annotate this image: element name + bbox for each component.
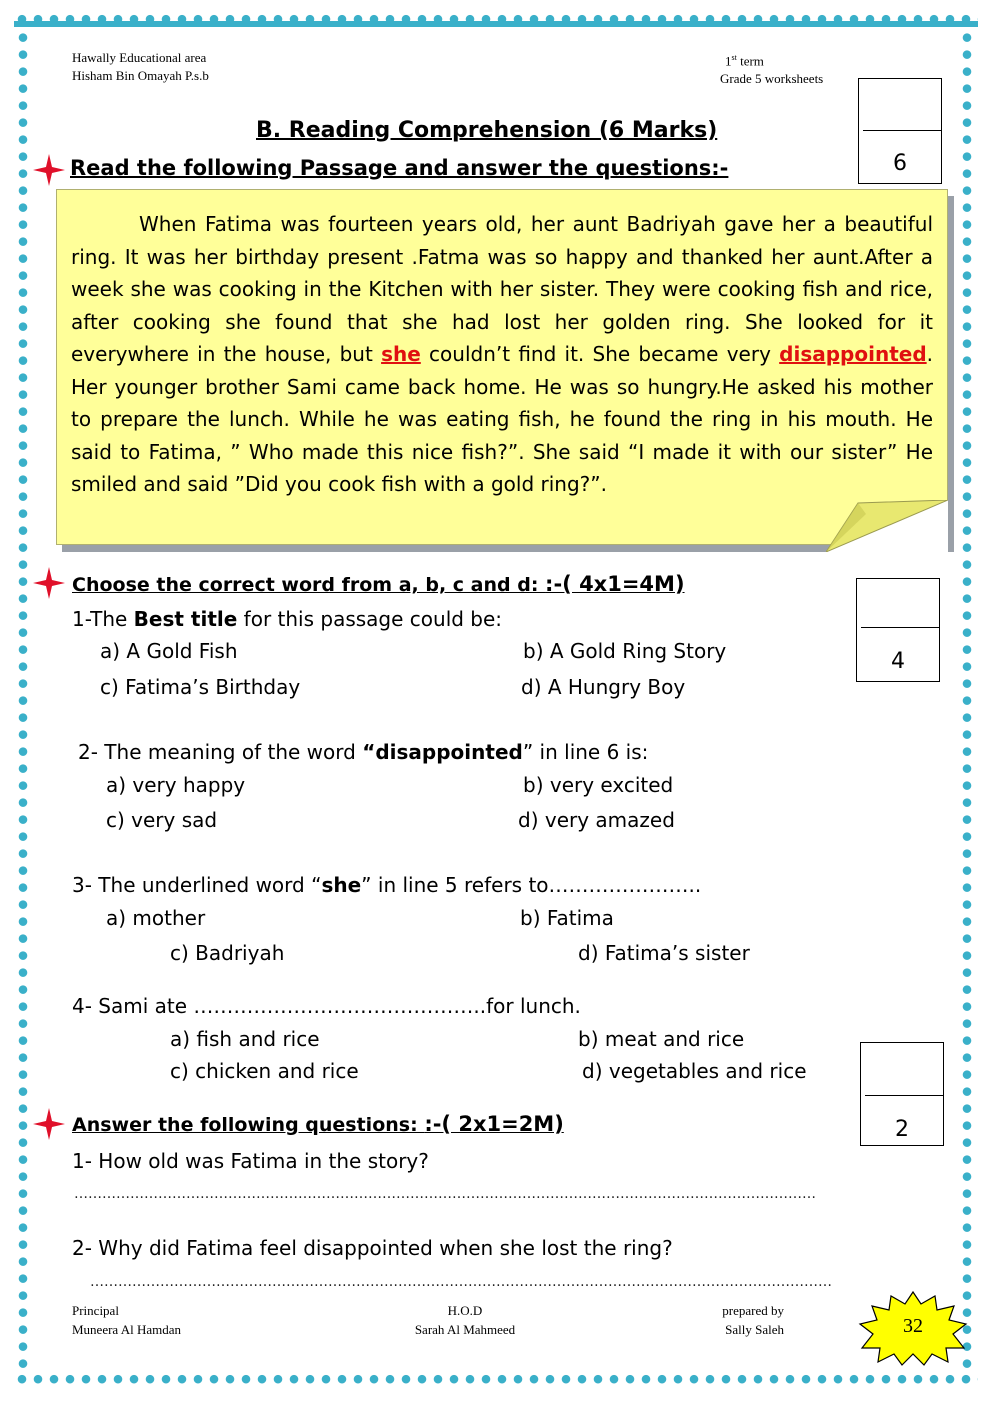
hod-label: H.O.D: [447, 1303, 483, 1318]
question-3-pre: 3- The underlined word “: [72, 873, 322, 897]
header-right: [720, 49, 860, 88]
q2-option-d[interactable]: d) very amazed: [518, 808, 675, 832]
question-1-post: for this passage could be:: [237, 607, 503, 631]
answer-line-2[interactable]: ……………………………………………………………………………………………………………………………………………: [90, 1274, 832, 1290]
mark-divider: [865, 1095, 943, 1096]
footer-prepared: [700, 1301, 784, 1339]
hod-name: Sarah Al Mahmeed: [414, 1322, 516, 1337]
q2-option-a[interactable]: a) very happy: [106, 773, 246, 797]
question-3-bold: she: [321, 873, 362, 897]
q4-option-d[interactable]: d) vegetables and rice: [582, 1059, 807, 1083]
question-1: [72, 606, 502, 632]
term-number: 1: [725, 53, 732, 69]
star-bullet-icon: [32, 1107, 66, 1141]
q3-option-b[interactable]: b) Fatima: [520, 906, 614, 930]
q3-option-d[interactable]: d) Fatima’s sister: [578, 941, 750, 965]
prepared-name: Sally Saleh: [725, 1322, 784, 1337]
passage-text-part1: When Fatima was fourteen years old, her aunt Badriyah gave her a beautiful ring. It was her birthday present .Fatma was so happy and thanked her aunt.After a week she was cooking in the Kitchen with her sister. They were cooking fish and rice, after cooking she found that she had lost her golden ring. She looked for it everywhere in the house, but: [71, 212, 933, 366]
q4-option-b[interactable]: b) meat and rice: [578, 1027, 745, 1051]
footer-hod: [398, 1301, 532, 1339]
prepared-label: prepared by: [722, 1303, 784, 1318]
choose-heading-text: Choose the correct word from a, b, c and d:: [72, 574, 546, 596]
q3-option-c[interactable]: c) Badriyah: [170, 941, 285, 965]
term-label: [720, 49, 860, 70]
answer-mark-value: 2: [895, 1117, 909, 1142]
question-3-post: ” in line 5 refers to…………………..: [361, 873, 702, 897]
principal-name: Muneera Al Hamdan: [72, 1322, 182, 1337]
decorative-border-right: [960, 30, 974, 1370]
question-2-post: ” in line 6 is:: [522, 740, 649, 764]
term-word: term: [740, 53, 764, 69]
answer-question-2: 2- Why did Fatima feel disappointed when she lost the ring?: [72, 1236, 673, 1260]
question-2: [78, 739, 648, 765]
choose-marks: :-( 4x1=4M): [545, 572, 685, 596]
passage-highlight-disappointed: disappointed: [779, 342, 927, 366]
total-mark-box: [858, 78, 942, 184]
question-2-pre: 2- The meaning of the word: [78, 740, 363, 764]
q2-option-c[interactable]: c) very sad: [106, 808, 218, 832]
q1-option-a[interactable]: a) A Gold Fish: [100, 639, 238, 663]
decorative-border-left: [16, 30, 30, 1370]
answer-heading-text: Answer the following questions:: [72, 1114, 425, 1136]
principal-label: Principal: [72, 1303, 119, 1318]
footer-principal: [72, 1301, 181, 1339]
page-curl-icon: [826, 500, 948, 552]
section-title: B. Reading Comprehension (6 Marks): [256, 118, 718, 143]
school-area: Hawally Educational area: [72, 50, 207, 65]
answer-question-1: 1- How old was Fatima in the story?: [72, 1149, 429, 1173]
decorative-border-bottom: [14, 1372, 978, 1388]
total-mark-value: 6: [893, 151, 907, 176]
term-suffix: st: [731, 53, 737, 62]
question-4: 4- Sami ate ……………………………………..for lunch.: [72, 994, 581, 1018]
star-bullet-icon: [32, 153, 66, 187]
choose-mark-value: 4: [891, 649, 905, 674]
reading-passage: [56, 189, 948, 545]
q1-option-d[interactable]: d) A Hungry Boy: [521, 675, 686, 699]
question-2-bold: “disappointed: [362, 740, 523, 764]
passage-highlight-she: she: [381, 342, 421, 366]
answer-line-1[interactable]: ……………………………………………………………………………………………………………………………………………: [74, 1186, 816, 1202]
choose-heading: [72, 572, 685, 596]
choose-mark-box: [856, 578, 940, 682]
grade-label: Grade 5 worksheets: [720, 71, 824, 87]
decorative-border-top: [14, 12, 978, 28]
question-1-pre: 1-The: [72, 607, 134, 631]
answer-mark-box: [860, 1042, 944, 1146]
header-left: [72, 49, 209, 85]
answer-heading: [72, 1112, 564, 1136]
school-name: Hisham Bin Omayah P.s.b: [72, 68, 209, 83]
passage-text-part2: couldn’t find it. She became very: [420, 342, 780, 366]
answer-marks: :-( 2x1=2M): [424, 1112, 564, 1136]
q4-option-c[interactable]: c) chicken and rice: [170, 1059, 359, 1083]
mark-divider: [863, 130, 941, 131]
passage-instruction: Read the following Passage and answer the questions:-: [70, 156, 729, 180]
mark-divider: [861, 627, 939, 628]
page-number: 32: [903, 1315, 923, 1337]
q1-option-c[interactable]: c) Fatima’s Birthday: [100, 675, 301, 699]
q1-option-b[interactable]: b) A Gold Ring Story: [523, 639, 727, 663]
star-bullet-icon: [32, 566, 66, 600]
question-1-bold: Best title: [133, 607, 238, 631]
question-3: [72, 872, 701, 898]
passage-text: [71, 208, 933, 501]
q2-option-b[interactable]: b) very excited: [523, 773, 674, 797]
passage-text-part3: . Her younger brother Sami came back home. He was so hungry.He asked his mother to prepare the lunch. While he was eating fish, he found the ring in his mouth. He said to Fatima, ” Who made this nice fish?”. She said “I made it with our sister” He smiled and said ”Did you cook fish with a gold ring?”.: [71, 342, 933, 496]
q3-option-a[interactable]: a) mother: [106, 906, 206, 930]
q4-option-a[interactable]: a) fish and rice: [170, 1027, 320, 1051]
